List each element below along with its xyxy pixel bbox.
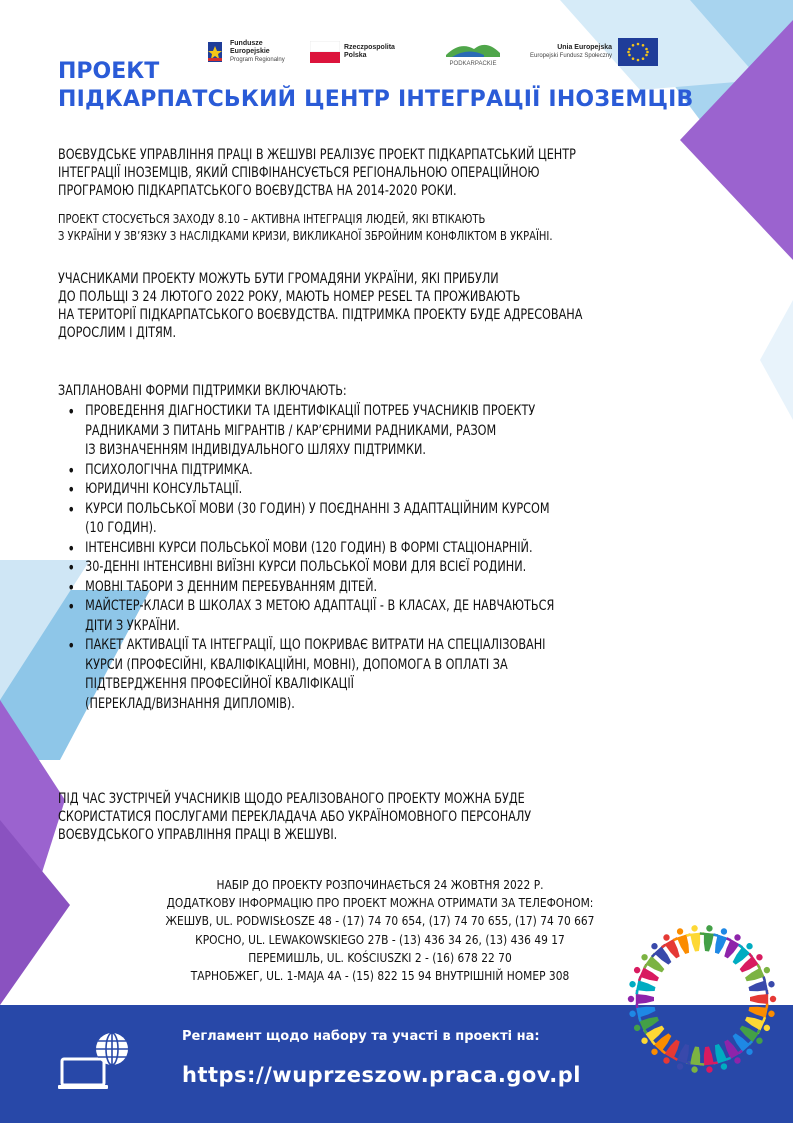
- intro-paragraph: ВОЄВУДСЬКЕ УПРАВЛІННЯ ПРАЦІ В ЖЕШУВІ РЕАЛІЗУЄ ПРОЕКТ ПІДКАРПАТСЬКИЙ ЦЕНТР ІНТЕГРАЦІЇ ІНОЗЕМЦІВ, ЯКИЙ СПІВФІНАНСУЄТЬСЯ РЕГІОНАЛЬНОЮ ОПЕРАЦІЙНОЮ ПРОГРАМОЮ ПІДКАРПАТСЬКОГО ВОЄВУДСТВА НА 2014-2020 РОКИ.: [58, 147, 576, 199]
- footer-label: Регламент щодо набору та участі в проекті на:: [182, 1029, 540, 1044]
- laptop-globe-icon: [58, 1027, 138, 1097]
- contact-przemysl: ПЕРЕМИШЛЬ, UL. KOŚCIUSZKI 2 - (16) 678 22 70: [248, 949, 512, 965]
- interpreter-paragraph: ПІД ЧАС ЗУСТРІЧЕЙ УЧАСНИКІВ ЩОДО РЕАЛІЗОВАНОГО ПРОЕКТУ МОЖНА БУДЕ СКОРИСТАТИСЯ ПОСЛУГАМИ ПЕРЕКЛАДАЧА АБО УКРАЇНОМОВНОГО ПЕРСОНАЛУ ВОЄВУДСЬКОГО УПРАВЛІННЯ ПРАЦІ В ЖЕШУВІ.: [58, 791, 532, 843]
- list-item: • 30-ДЕННІ ІНТЕНСИВНІ ВИЇЗНІ КУРСИ ПОЛЬСЬКОЇ МОВИ ДЛЯ ВСІЄЇ РОДИНИ.: [64, 558, 733, 578]
- list-item: • ЮРИДИЧНІ КОНСУЛЬТАЦІЇ.: [64, 480, 733, 500]
- title-line-2: ПІДКАРПАТСЬКИЙ ЦЕНТР ІНТЕГРАЦІЇ ІНОЗЕМЦІВ: [58, 87, 694, 112]
- svg-text:PODKARPACKIE: PODKARPACKIE: [449, 61, 497, 67]
- people-circle-graphic: [623, 920, 781, 1078]
- list-item: • ПРОВЕДЕННЯ ДІАГНОСТИКИ ТА ІДЕНТИФІКАЦІЇ ПОТРЕБ УЧАСНИКІВ ПРОЕКТУ РАДНИКАМИ З ПИТАНЬ МІГРАНТІВ / КАР’ЄРНИМИ РАДНИКАМИ, РАЗОМ ІЗ ВИЗНАЧЕННЯМ ІНДИВІДУАЛЬНОГО ШЛЯХУ ПІДТРИМКИ.: [64, 402, 733, 461]
- title-line-1: ПРОЕКТ: [58, 59, 160, 84]
- support-heading: ЗАПЛАНОВАНІ ФОРМИ ПІДТРИМКИ ВКЛЮЧАЮТЬ:: [58, 383, 347, 399]
- person-figure: [628, 990, 654, 1008]
- list-item: • МАЙСТЕР-КЛАСИ В ШКОЛАХ З МЕТОЮ АДАПТАЦІЇ - В КЛАСАХ, ДЕ НАВЧАЮТЬСЯ ДІТИ З УКРАЇНИ.: [64, 597, 733, 636]
- contact-krosno: КРОСНО, UL. LEWAKOWSKIEGO 27B - (13) 436 34 26, (13) 436 49 17: [195, 931, 565, 947]
- logo-fundusze-europejskie: Fundusze Europejskie Program Regionalny: [204, 34, 285, 70]
- person-figure: [750, 990, 776, 1008]
- contact-tarnobrzeg: ТАРНОБЖЕГ, UL. 1-MAJA 4A - (15) 822 15 94 ВНУТРІШНІЙ НОМЕР 308: [190, 968, 570, 984]
- contact-block: [100, 876, 660, 985]
- support-list: [64, 402, 793, 714]
- list-item: • МОВНІ ТАБОРИ З ДЕННИМ ПЕРЕБУВАННЯМ ДІТЕЙ.: [64, 578, 733, 598]
- footer-url-link[interactable]: https://wuprzeszow.praca.gov.pl: [182, 1063, 581, 1087]
- more-info-line: ДОДАТКОВУ ІНФОРМАЦІЮ ПРО ПРОЕКТ МОЖНА ОТРИМАТИ ЗА ТЕЛЕФОНОМ:: [166, 895, 594, 911]
- list-item: • ПАКЕТ АКТИВАЦІЇ ТА ІНТЕГРАЦІЇ, ЩО ПОКРИВАЄ ВИТРАТИ НА СПЕЦІАЛІЗОВАНІ КУРСИ (ПРОФЕСІЙНІ, КВАЛІФІКАЦІЙНІ, МОВНІ), ДОПОМОГА В ОПЛАТІ ЗА ПІДТВЕРДЖЕННЯ ПРОФЕСІЙНОЇ КВАЛІФІКАЦІЇ (ПЕРЕКЛАД/ВИЗНАННЯ ДИПЛОМІВ).: [64, 636, 733, 714]
- logo-unia-europejska: Unia Europejska Europejski Fundusz Społeczny: [530, 34, 658, 70]
- page-title: [58, 58, 693, 114]
- measure-paragraph: ПРОЕКТ СТОСУЄТЬСЯ ЗАХОДУ 8.10 – АКТИВНА ІНТЕГРАЦІЯ ЛЮДЕЙ, ЯКІ ВТІКАЮТЬ З УКРАЇНИ У ЗВ’ЯЗКУ З НАСЛІДКАМИ КРИЗИ, ВИКЛИКАНОЇ ЗБРОЙНИМ КОНФЛІКТОМ В УКРАЇНІ.: [58, 211, 553, 243]
- participants-paragraph: УЧАСНИКАМИ ПРОЕКТУ МОЖУТЬ БУТИ ГРОМАДЯНИ УКРАЇНИ, ЯКІ ПРИБУЛИ ДО ПОЛЬЩІ З 24 ЛЮТОГО 2022 РОКУ, МАЮТЬ НОМЕР PESEL ТА ПРОЖИВАЮТЬ НА ТЕРИТОРІЇ ПІДКАРПАТСЬКОГО ВОЄВУДСТВА. ПІДТРИМКА ПРОЕКТУ БУДЕ АДРЕСОВАНА ДОРОСЛИМ І ДІТЯМ.: [58, 271, 583, 341]
- list-item: • КУРСИ ПОЛЬСЬКОЇ МОВИ (30 ГОДИН) У ПОЄДНАННІ З АДАПТАЦІЙНИМ КУРСОМ (10 ГОДИН).: [64, 500, 733, 539]
- list-item: • ПСИХОЛОГІЧНА ПІДТРИМКА.: [64, 461, 733, 481]
- logo-rzeczpospolita: Rzeczpospolita Polska: [310, 34, 395, 70]
- list-item: • ІНТЕНСИВНІ КУРСИ ПОЛЬСЬКОЇ МОВИ (120 ГОДИН) В ФОРМІ СТАЦІОНАРНІЙ.: [64, 539, 733, 559]
- recruitment-start: НАБІР ДО ПРОЕКТУ РОЗПОЧИНАЄТЬСЯ 24 ЖОВТНЯ 2022 Р.: [216, 877, 544, 892]
- contact-rzeszow: ЖЕШУВ, UL. PODWISŁOSZE 48 - (17) 74 70 654, (17) 74 70 655, (17) 74 70 667: [165, 913, 595, 929]
